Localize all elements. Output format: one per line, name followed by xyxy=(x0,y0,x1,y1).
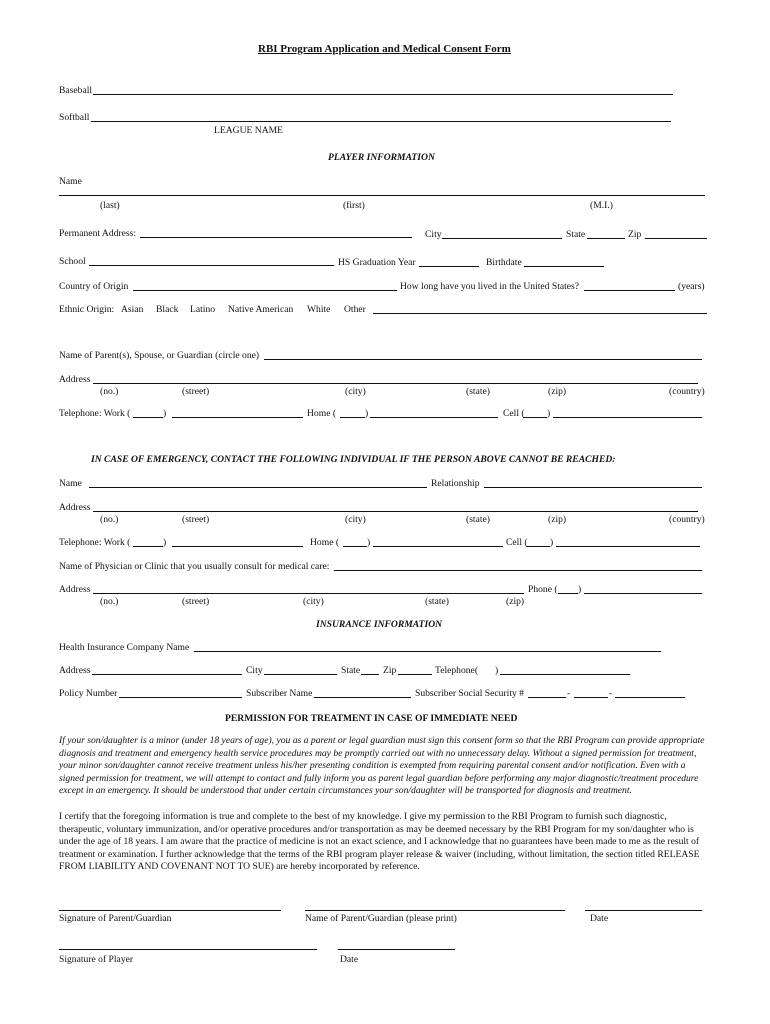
permission-italic-paragraph: If your son/daughter is a minor (under 18 years of age), you as a parent or legal guardian must sign this consent form so that the RBI Program can provide appropriate diagnosis and treatment and emergency health service procedures may be promptly carried out with no unnecessary delay. Without a signed permission for treatment, your minor son/daughter cannot receive treatment unless his/her presenting condition is exempted from requiring parental consent and/or notification. Even with a signed permission for treatment, we will attempt to contact and fully inform you as parent legal guardian before performing any major diagnostic/treatment procedure except in an emergency. It should be understood that under certain circumstances your son/daughter will be transported for diagnosis and treatment. xyxy=(59,735,705,797)
how-long-field[interactable] xyxy=(584,290,675,291)
physician-zip-caption: (zip) xyxy=(506,596,525,607)
parent-street-caption: (street) xyxy=(182,386,210,397)
date1-field[interactable] xyxy=(585,910,702,911)
ssn-label: Subscriber Social Security # xyxy=(415,688,524,699)
policy-number-field[interactable] xyxy=(119,697,242,698)
parent-address-label: Address xyxy=(59,374,91,385)
emergency-work-phone-label: Telephone: Work ( xyxy=(59,537,131,548)
subscriber-name-label: Subscriber Name xyxy=(246,688,313,699)
parent-work-phone-label: Telephone: Work ( xyxy=(59,408,131,419)
relationship-field[interactable] xyxy=(484,487,702,488)
physician-street-caption: (street) xyxy=(182,596,210,607)
physician-state-caption: (state) xyxy=(425,596,449,607)
parent-print-name-field[interactable] xyxy=(305,910,565,911)
physician-label: Name of Physician or Clinic that you usually consult for medical care: xyxy=(59,561,330,572)
form-title: RBI Program Application and Medical Consent Form xyxy=(258,43,511,55)
insurance-company-label: Health Insurance Company Name xyxy=(59,642,190,653)
emergency-heading: IN CASE OF EMERGENCY, CONTACT THE FOLLOWING INDIVIDUAL IF THE PERSON ABOVE CANNOT BE REACHED: xyxy=(91,454,616,465)
parent-state-caption: (state) xyxy=(466,386,490,397)
ssn-dash: - xyxy=(609,688,613,699)
insurance-city-field[interactable] xyxy=(264,674,337,675)
parent-print-name-label: Name of Parent/Guardian (please print) xyxy=(305,913,457,924)
city-field[interactable] xyxy=(442,238,562,239)
physician-address-field[interactable] xyxy=(93,593,524,594)
first-caption: (first) xyxy=(343,200,365,211)
birthdate-field[interactable] xyxy=(524,266,604,267)
state-field[interactable] xyxy=(587,238,625,239)
ethnic-origin-label: Ethnic Origin: xyxy=(59,304,115,315)
insurance-zip-field[interactable] xyxy=(398,674,432,675)
ssn-dash: - xyxy=(567,688,571,699)
softball-label: Softball xyxy=(59,112,90,123)
parent-zip-caption: (zip) xyxy=(548,386,567,397)
softball-field[interactable] xyxy=(91,121,671,122)
emergency-cell-area-field[interactable] xyxy=(526,546,550,547)
player-info-heading: PLAYER INFORMATION xyxy=(328,152,435,163)
country-of-origin-field[interactable] xyxy=(133,290,397,291)
zip-label: Zip xyxy=(628,229,642,240)
emergency-home-area-field[interactable] xyxy=(343,546,367,547)
date2-field[interactable] xyxy=(338,949,455,950)
player-signature-label: Signature of Player xyxy=(59,954,134,965)
emergency-country-caption: (country) xyxy=(669,514,705,525)
parent-cell-phone-label: Cell ( xyxy=(503,408,525,419)
date2-label: Date xyxy=(340,954,359,965)
school-label: School xyxy=(59,256,86,267)
ethnic-other-option[interactable]: Other xyxy=(344,304,366,315)
physician-city-caption: (city) xyxy=(303,596,324,607)
emergency-home-phone-label: Home ( xyxy=(310,537,340,548)
hs-grad-label: HS Graduation Year xyxy=(338,257,416,268)
subscriber-name-field[interactable] xyxy=(314,697,411,698)
policy-number-label: Policy Number xyxy=(59,688,118,699)
parent-home-phone-field[interactable] xyxy=(370,417,498,418)
ethnic-other-field[interactable] xyxy=(373,313,707,314)
insurance-city-label: City xyxy=(246,665,263,676)
insurance-zip-label: Zip xyxy=(383,665,397,676)
parent-city-caption: (city) xyxy=(345,386,366,397)
physician-phone-label: Phone ( xyxy=(528,584,558,595)
city-label: City xyxy=(425,229,442,240)
ssn-part1-field[interactable] xyxy=(528,697,566,698)
emergency-address-field[interactable] xyxy=(93,511,698,512)
parent-cell-area-field[interactable] xyxy=(523,417,547,418)
emergency-home-phone-field[interactable] xyxy=(373,546,503,547)
insurance-state-field[interactable] xyxy=(361,674,379,675)
insurance-heading: INSURANCE INFORMATION xyxy=(316,619,443,630)
ethnic-latino-option[interactable]: Latino xyxy=(190,304,216,315)
relationship-label: Relationship xyxy=(431,478,480,489)
zip-field[interactable] xyxy=(645,238,707,239)
paren-close: ) xyxy=(163,537,167,548)
parent-home-area-field[interactable] xyxy=(340,417,365,418)
parent-no-caption: (no.) xyxy=(100,386,119,397)
parent-address-field[interactable] xyxy=(93,383,698,384)
emergency-work-phone-field[interactable] xyxy=(172,546,303,547)
parent-cell-phone-field[interactable] xyxy=(553,417,702,418)
ethnic-asian-option[interactable]: Asian xyxy=(121,304,144,315)
how-long-label: How long have you lived in the United States? xyxy=(400,281,580,292)
emergency-state-caption: (state) xyxy=(466,514,490,525)
player-name-field[interactable] xyxy=(59,195,705,196)
ssn-part3-field[interactable] xyxy=(615,697,685,698)
insurance-address-label: Address xyxy=(59,665,91,676)
permission-heading: PERMISSION FOR TREATMENT IN CASE OF IMMEDIATE NEED xyxy=(225,713,518,724)
parent-work-area-field[interactable] xyxy=(133,417,163,418)
emergency-cell-phone-field[interactable] xyxy=(556,546,700,547)
birthdate-label: Birthdate xyxy=(486,257,522,268)
physician-field[interactable] xyxy=(334,570,702,571)
mi-caption: (M.I.) xyxy=(590,200,613,211)
name-label: Name xyxy=(59,176,82,187)
paren-close: ) xyxy=(365,408,369,419)
league-name-caption: LEAGUE NAME xyxy=(214,125,284,136)
insurance-telephone-label: Telephone( xyxy=(435,665,479,676)
insurance-address-field[interactable] xyxy=(92,674,242,675)
parent-work-phone-field[interactable] xyxy=(172,417,303,418)
emergency-name-field[interactable] xyxy=(89,487,427,488)
state-label: State xyxy=(566,229,586,240)
ssn-part2-field[interactable] xyxy=(574,697,608,698)
emergency-street-caption: (street) xyxy=(182,514,210,525)
baseball-field[interactable] xyxy=(93,94,673,95)
paren-close: ) xyxy=(163,408,167,419)
permanent-address-field[interactable] xyxy=(140,237,412,238)
insurance-telephone-field[interactable] xyxy=(500,674,630,675)
parent-signature-field[interactable] xyxy=(59,910,281,911)
emergency-zip-caption: (zip) xyxy=(548,514,567,525)
certify-paragraph: I certify that the foregoing information is true and complete to the best of my knowledge. I give my permission to the RBI Program to furnish such diagnostic, therapeutic, voluntary immunization, and/or operative procedures and/or transportation as may be deemed necessary by the RBI Program for my son/daughter who is under the age of 18 years. I am aware that the practice of medicine is not an exact science, and I acknowledge that no guarantees have been made to me as the result of treatment or examination. I further acknowledge that the terms of the RBI program player release & waiver (including, without limitation, the section titled RELEASE FROM LIABILITY AND COVENANT NOT TO SUE) are hereby incorporated by reference. xyxy=(59,811,700,873)
ethnic-white-option[interactable]: White xyxy=(307,304,331,315)
paren-close: ) xyxy=(547,408,551,419)
emergency-work-area-field[interactable] xyxy=(133,546,163,547)
emergency-no-caption: (no.) xyxy=(100,514,119,525)
ethnic-black-option[interactable]: Black xyxy=(156,304,179,315)
date1-label: Date xyxy=(590,913,609,924)
physician-no-caption: (no.) xyxy=(100,596,119,607)
parent-home-phone-label: Home ( xyxy=(307,408,337,419)
parent-name-field[interactable] xyxy=(264,359,702,360)
physician-address-label: Address xyxy=(59,584,91,595)
paren-close: ) xyxy=(367,537,371,548)
physician-phone-area-field[interactable] xyxy=(558,593,578,594)
emergency-name-label: Name xyxy=(59,478,82,489)
parent-name-label: Name of Parent(s), Spouse, or Guardian (circle one) xyxy=(59,350,260,361)
paren-close: ) xyxy=(578,584,582,595)
paren-close: ) xyxy=(495,665,499,676)
permanent-address-label: Permanent Address: xyxy=(59,228,137,239)
parent-signature-label: Signature of Parent/Guardian xyxy=(59,913,172,924)
years-label: (years) xyxy=(678,281,705,292)
emergency-cell-phone-label: Cell ( xyxy=(506,537,528,548)
country-of-origin-label: Country of Origin xyxy=(59,281,129,292)
player-signature-field[interactable] xyxy=(59,949,317,950)
insurance-state-label: State xyxy=(341,665,361,676)
emergency-city-caption: (city) xyxy=(345,514,366,525)
baseball-label: Baseball xyxy=(59,85,93,96)
paren-close: ) xyxy=(550,537,554,548)
parent-country-caption: (country) xyxy=(669,386,705,397)
hs-grad-field[interactable] xyxy=(419,266,479,267)
ethnic-native-american-option[interactable]: Native American xyxy=(228,304,294,315)
insurance-company-field[interactable] xyxy=(194,651,661,652)
physician-phone-field[interactable] xyxy=(584,593,702,594)
last-caption: (last) xyxy=(100,200,120,211)
school-field[interactable] xyxy=(89,265,334,266)
emergency-address-label: Address xyxy=(59,502,91,513)
